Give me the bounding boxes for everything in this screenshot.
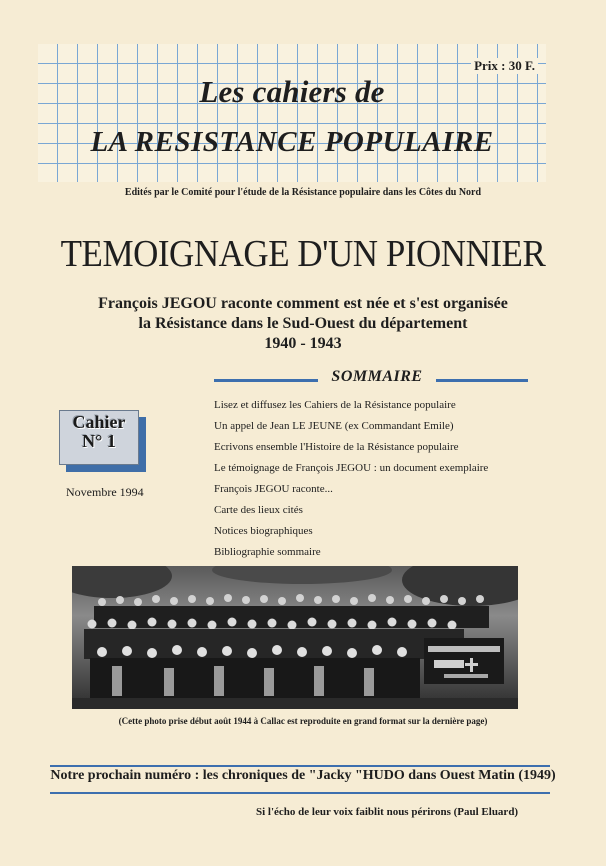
issue-badge-number: N° 1: [82, 431, 116, 451]
sommaire-item: Carte des lieux cités: [214, 504, 303, 516]
sommaire-item: Lisez et diffusez les Cahiers de la Résistance populaire: [214, 399, 456, 411]
photo-caption: (Cette photo prise début août 1944 à Callac est reproduite en grand format sur la dernière page): [118, 716, 488, 726]
sommaire-item: François JEGOU raconte...: [214, 483, 333, 495]
price-label: Prix : 30 F.: [471, 58, 538, 74]
sommaire-item: Notices biographiques: [214, 525, 313, 537]
issue-badge: [59, 410, 139, 465]
sommaire-item: Un appel de Jean LE JEUNE (ex Commandant Emile): [214, 420, 454, 432]
sommaire-item: Ecrivons ensemble l'Histoire de la Résistance populaire: [214, 441, 459, 453]
sommaire-rule-right: [436, 379, 528, 382]
footer-rule-top: [50, 765, 550, 767]
group-photo-illustration: [72, 566, 518, 709]
issue-badge-word: Cahier: [72, 412, 126, 432]
sommaire-item: Bibliographie sommaire: [214, 546, 321, 558]
subtitle-line2: la Résistance dans le Sud-Ouest du département: [138, 315, 468, 332]
sommaire-title: SOMMAIRE: [331, 368, 423, 385]
header-grid-panel: [38, 44, 546, 182]
footer-rule-bottom: [50, 792, 550, 794]
series-title-line1: Les cahiers de: [199, 74, 385, 109]
closing-quote: Si l'écho de leur voix faiblit nous périrons (Paul Eluard): [256, 806, 519, 818]
subtitle-line1: François JEGOU raconte comment est née et s'est organisée: [98, 295, 508, 312]
group-photo: [72, 566, 518, 709]
subtitle-years: 1940 - 1943: [264, 335, 342, 352]
main-headline: TEMOIGNAGE D'UN PIONNIER: [60, 233, 546, 275]
issue-date: Novembre 1994: [66, 485, 144, 499]
publisher-note: Edités par le Comité pour l'étude de la Résistance populaire dans les Côtes du Nord: [124, 187, 482, 198]
next-issue-note: Notre prochain numéro : les chroniques de "Jacky "HUDO dans Ouest Matin (1949): [50, 768, 556, 783]
series-title-line2: LA RESISTANCE POPULAIRE: [90, 126, 494, 158]
sommaire-rule-left: [214, 379, 318, 382]
sommaire-list: [214, 398, 534, 566]
sommaire-item: Le témoignage de François JEGOU : un document exemplaire: [214, 462, 489, 474]
